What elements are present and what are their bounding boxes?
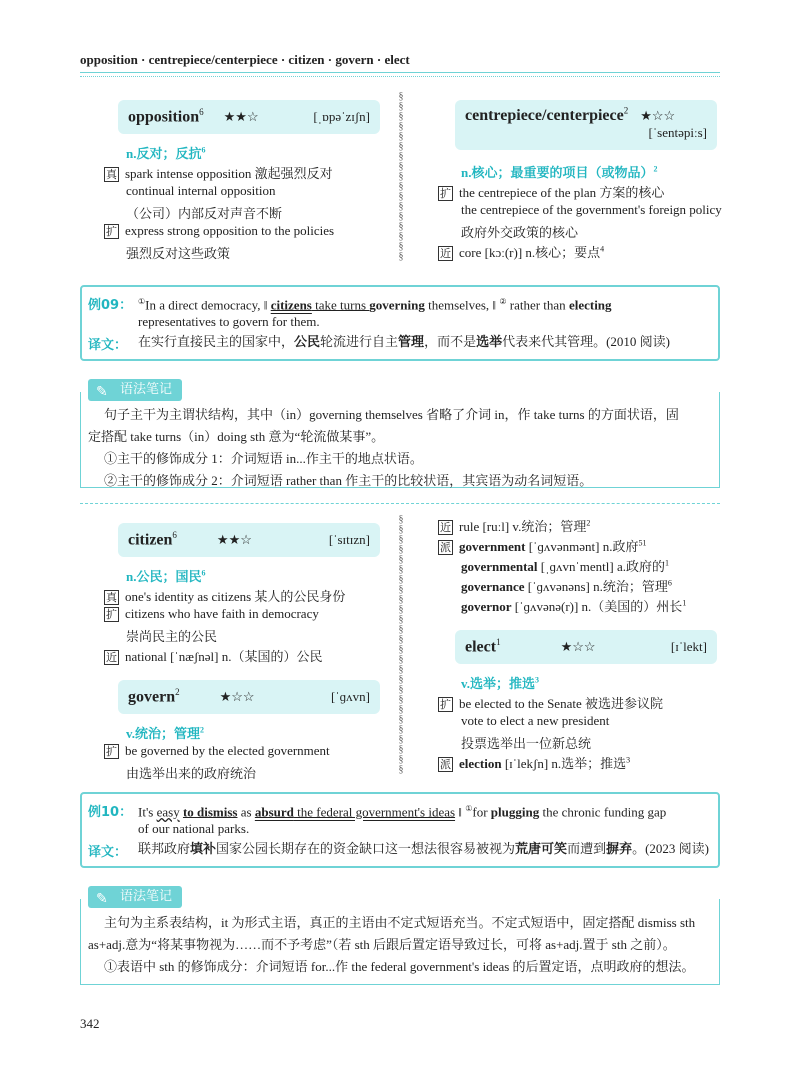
entry-line: 由选举出来的政府统治 <box>126 766 257 781</box>
tag-derived: 派 <box>440 758 451 771</box>
grammar-note-title: ✎ 语法笔记 <box>88 379 182 401</box>
entry-line: 扩 the centrepiece of the plan 方案的核心 <box>440 185 665 200</box>
entry-line: 真 spark intense opposition 激起强烈反对 <box>106 166 333 181</box>
word-card-govern <box>118 680 380 714</box>
pen-icon: ✎ <box>96 891 108 907</box>
tag-near: 近 <box>106 651 117 664</box>
note-paragraph: 主句为主系表结构，it 为形式主语，真正的主语由不定式短语充当。不定式短语中，固定搭配 dismiss sth <box>104 915 696 930</box>
example-sentence: It's easy to dismiss as absurd the federal government's ideas ‖ ①for plugging the chronic funding gap <box>138 804 667 820</box>
note-paragraph: 定搭配 take turns（in）doing sth 意为“轮流做某事”。 <box>88 429 385 444</box>
translation: 在实行直接民主的国家中，公民轮流进行自主管理，而不是选举代表来代其管理。(2010 阅读) <box>138 334 671 349</box>
entry-line: 强烈反对这些政策 <box>126 246 231 261</box>
tag-expand: 扩 <box>106 745 117 758</box>
entry-line: 投票选举出一位新总统 <box>461 736 592 751</box>
entry-line: continual internal opposition <box>126 183 276 198</box>
note-paragraph: as+adj.意为“将某事物视为……而不予考虑”（若 sth 后跟后置定语导致过长，可将 as+adj.置于 sth 之前）。 <box>88 937 676 952</box>
part-of-speech: v.统治；管理$^2$ <box>126 725 205 741</box>
tag-expand: 扩 <box>440 698 451 711</box>
headword: govern$^2$ <box>128 687 180 706</box>
example-sentence: ①In a direct democracy, ‖ citizens take turns governing themselves, ‖ ② rather than electing <box>138 297 612 313</box>
header-rule <box>80 72 720 73</box>
pen-icon: ✎ <box>96 384 108 400</box>
part-of-speech: n.核心；最重要的项目（或物品）$^2$ <box>461 164 658 180</box>
headword: opposition$^6$ <box>128 107 204 126</box>
example-label: 例09： <box>88 298 133 313</box>
note-paragraph: ①表语中 sth 的修饰成分：介词短语 for...作 the federal government's ideas 的后置定语，点明政府的想法。 <box>104 959 695 974</box>
header-rule-dotted <box>80 76 720 77</box>
column-divider: § § § § § § § § § § § § § § § § § § § § § § § § § § <box>398 514 404 775</box>
word-card-centrepiece <box>455 100 717 150</box>
entry-line: governor [ˈɡʌvənə(r)] n.（美国的）州长$^1$ <box>461 598 687 614</box>
part-of-speech: n.反对；反抗$^6$ <box>126 145 206 161</box>
section-divider <box>80 503 720 504</box>
example-label: 例10： <box>88 805 133 820</box>
note-paragraph: ①主干的修饰成分 1：介词短语 in...作主干的地点状语。 <box>104 451 423 466</box>
headword: elect$^1$ <box>465 637 501 656</box>
example-sentence: representatives to govern for them. <box>138 314 320 329</box>
pronunciation: [ˈsɪtɪzn] <box>328 532 370 547</box>
entry-line: the centrepiece of the government's foreign policy <box>461 202 722 217</box>
entry-line: 扩 express strong opposition to the policies <box>106 223 335 238</box>
entry-line: 扩 be governed by the elected government <box>106 743 330 758</box>
entry-line: 崇尚民主的公民 <box>126 629 218 644</box>
note-paragraph: 句子主干为主谓状结构，其中（in）governing themselves 省略了介词 in，作 take turns 的方面状语，固 <box>104 407 679 422</box>
entry-line: governmental [ˌɡʌvnˈmentl] a.政府的$^1$ <box>461 558 669 574</box>
star-rating: ★☆☆ <box>560 639 596 654</box>
entry-line: 近 rule [ruːl] v.统治；管理$^2$ <box>440 518 591 534</box>
entry-line: 近 core [kɔː(r)] n.核心；要点$^4$ <box>440 244 605 260</box>
running-header: opposition · centrepiece/centerpiece · citizen · govern · elect <box>80 52 410 67</box>
tag-near: 近 <box>440 521 451 534</box>
entry-line: 政府外交政策的核心 <box>461 225 579 240</box>
star-rating: ★★☆ <box>223 109 259 124</box>
tag-real: 真 <box>106 591 117 604</box>
star-rating: ★★☆ <box>216 532 252 547</box>
entry-line: 派 election [ɪˈlekʃn] n.选举；推选$^3$ <box>440 755 631 771</box>
pronunciation: [ˈsentəpiːs] <box>648 125 707 141</box>
example-sentence: of our national parks. <box>138 821 250 836</box>
entry-line: 近 national [ˈnæʃnəl] n.（某国的）公民 <box>106 649 323 664</box>
page-number: 342 <box>80 1016 100 1031</box>
tag-expand: 扩 <box>106 225 117 238</box>
pronunciation: [ˌɒpəˈzɪʃn] <box>313 109 370 124</box>
headword: citizen$^6$ <box>128 530 177 549</box>
entry-line: 真 one's identity as citizens 某人的公民身份 <box>106 589 346 604</box>
entry-line: 派 government [ˈɡʌvənmənt] n.政府$^{51}$ <box>440 538 647 554</box>
note-paragraph: ②主干的修饰成分 2：介词短语 rather than 作主干的比较状语，其宾语为动名词短语。 <box>104 473 593 488</box>
entry-line: （公司）内部反对声音不断 <box>126 206 283 221</box>
part-of-speech: v.选举；推选$^3$ <box>461 675 540 691</box>
word-card-citizen <box>118 523 380 557</box>
tag-expand: 扩 <box>440 187 451 200</box>
entry-line: vote to elect a new president <box>461 713 610 728</box>
headword: centrepiece/centerpiece$^2$ <box>465 106 629 125</box>
grammar-note-title: ✎ 语法笔记 <box>88 886 182 908</box>
translation-label: 译文： <box>88 845 128 860</box>
part-of-speech: n.公民；国民$^6$ <box>126 568 206 584</box>
word-card-elect <box>455 630 717 664</box>
star-rating: ★☆☆ <box>640 108 676 124</box>
entry-line: 扩 citizens who have faith in democracy <box>106 606 319 621</box>
pronunciation: [ɪˈlekt] <box>670 639 707 654</box>
tag-real: 真 <box>106 168 117 181</box>
star-rating: ★☆☆ <box>219 689 255 704</box>
translation-label: 译文： <box>88 338 128 353</box>
translation: 联邦政府填补国家公园长期存在的资金缺口这一想法很容易被视为荒唐可笑而遭到摒弃。(2023 阅读) <box>138 841 710 856</box>
tag-near: 近 <box>440 247 451 260</box>
pronunciation: [ˈɡʌvn] <box>331 689 370 704</box>
tag-derived: 派 <box>440 541 451 554</box>
tag-expand: 扩 <box>106 608 117 621</box>
entry-line: 扩 be elected to the Senate 被选进参议院 <box>440 696 663 711</box>
entry-line: governance [ˈɡʌvənəns] n.统治；管理$^6$ <box>461 578 672 594</box>
column-divider: § § § § § § § § § § § § § § § § § <box>398 91 404 262</box>
word-card-opposition <box>118 100 380 134</box>
